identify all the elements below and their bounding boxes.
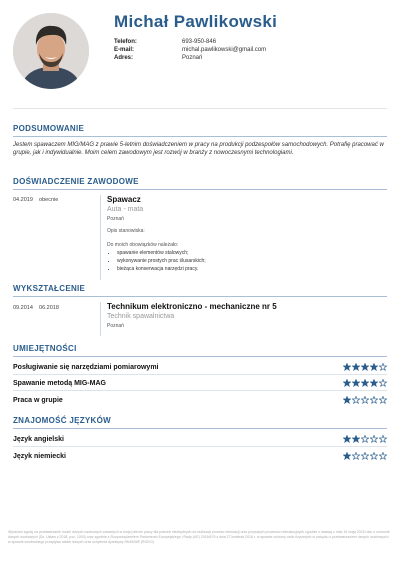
list-item: • spawanie elementów stalowych; bbox=[117, 249, 387, 257]
education-entry bbox=[107, 302, 387, 329]
profile-photo bbox=[13, 13, 89, 89]
job-title: Spawacz bbox=[107, 195, 141, 204]
language-name: Język angielski bbox=[13, 435, 64, 443]
star-filled-icon bbox=[370, 363, 378, 371]
star-empty-icon bbox=[361, 396, 369, 404]
language-row bbox=[13, 432, 387, 446]
contact-label: Adres: bbox=[114, 55, 134, 61]
star-empty-icon bbox=[370, 435, 378, 443]
star-empty-icon bbox=[361, 435, 369, 443]
star-filled-icon bbox=[352, 379, 360, 387]
contact-value: 693-950-846 bbox=[182, 39, 217, 45]
gdpr-clause: Wyrażam zgodę na przetwarzanie moich danych osobowych zawartych w mojej ofercie pracy dla potrzeb niezbędnych do realizacji procesu rekrutacji oraz przyszłych procesów rekrutacyjnych zgodnie z ustawą z dnia 10 maja 2018 roku o ochronie danych osobowych (Dz. Ustaw z 2018, poz. 1000) oraz zgodnie z Rozporządzeniem Parlamentu Europejskiego i Rady (UE) 2016/679 z dnia 27 kwietnia 2016 r. w sprawie ochrony osób fizycznych w związku z przetwarzaniem danych osobowych i w sprawie swobodnego przepływu takich danych oraz uchylenia dyrektywy 95/46/WE (RODO). bbox=[8, 530, 390, 544]
skill-name: Posługiwanie się narzędziami pomiarowymi bbox=[13, 363, 159, 371]
star-empty-icon bbox=[352, 396, 360, 404]
header-divider bbox=[13, 108, 387, 109]
section-underline bbox=[13, 356, 387, 357]
row-divider bbox=[13, 390, 387, 391]
timeline-rule bbox=[100, 302, 101, 336]
education-dates bbox=[13, 305, 59, 311]
list-item: • bieżąca konserwacja narzędzi pracy. bbox=[117, 265, 387, 273]
star-empty-icon bbox=[379, 363, 387, 371]
star-rating bbox=[343, 379, 387, 387]
experience-dates bbox=[13, 197, 58, 203]
date-end: 06.2018 bbox=[39, 305, 59, 311]
star-rating bbox=[343, 396, 387, 404]
star-empty-icon bbox=[370, 452, 378, 460]
section-title: ZNAJOMOŚĆ JĘZYKÓW bbox=[13, 416, 111, 425]
star-filled-icon bbox=[343, 363, 351, 371]
job-city: Poznań bbox=[107, 216, 124, 222]
experience-entry bbox=[107, 195, 387, 273]
star-empty-icon bbox=[379, 379, 387, 387]
contact-email bbox=[114, 46, 266, 54]
star-empty-icon bbox=[379, 435, 387, 443]
skill-name: Praca w grupie bbox=[13, 396, 63, 404]
skill-name: Spawanie metodą MIG-MAG bbox=[13, 379, 106, 387]
star-filled-icon bbox=[343, 452, 351, 460]
contact-value: michal.pawlikowski@gmail.com bbox=[182, 47, 267, 53]
profile-photo-illustration bbox=[13, 13, 89, 89]
language-row bbox=[13, 449, 387, 463]
date-start: 04.2019 bbox=[13, 197, 33, 203]
row-divider bbox=[13, 374, 387, 375]
date-end: obecnie bbox=[39, 197, 59, 203]
section-summary bbox=[13, 124, 387, 137]
section-underline bbox=[13, 296, 387, 297]
school-city: Poznań bbox=[107, 323, 124, 329]
star-filled-icon bbox=[370, 379, 378, 387]
star-rating bbox=[343, 435, 387, 443]
star-filled-icon bbox=[352, 435, 360, 443]
date-start: 09.2014 bbox=[13, 305, 33, 311]
section-title: DOŚWIADCZENIE ZAWODOWE bbox=[13, 177, 139, 186]
duties-list bbox=[117, 249, 387, 273]
contact-info bbox=[114, 38, 266, 62]
candidate-name: Michał Pawlikowski bbox=[114, 12, 278, 31]
summary-text: Jestem spawaczem MIG/MAG z prawie 5-letnim doświadczeniem w pracy na produkcji podzespołów samochodowych. Potrafię pracować w grupie, jak i indywidualnie. Moim celem zawodowym jest rozwój w branży z nowoczesnymi technologiami. bbox=[13, 142, 384, 156]
section-underline bbox=[13, 428, 387, 429]
section-experience bbox=[13, 177, 387, 190]
company-name: Auta - mata bbox=[107, 206, 144, 213]
contact-phone bbox=[114, 38, 266, 46]
field-of-study: Technik spawalnictwa bbox=[107, 313, 175, 320]
star-filled-icon bbox=[361, 379, 369, 387]
star-filled-icon bbox=[352, 363, 360, 371]
skill-row bbox=[13, 376, 387, 390]
star-rating bbox=[343, 363, 387, 371]
star-empty-icon bbox=[361, 452, 369, 460]
star-empty-icon bbox=[370, 396, 378, 404]
list-item: • wykonywanie prostych prac ślusarskich; bbox=[117, 257, 387, 265]
contact-label: E-mail: bbox=[114, 47, 135, 53]
row-divider bbox=[13, 446, 387, 447]
section-title: PODSUMOWANIE bbox=[13, 124, 85, 133]
section-title: UMIEJĘTNOŚCI bbox=[13, 344, 77, 353]
contact-value: Poznań bbox=[182, 55, 203, 61]
star-empty-icon bbox=[379, 452, 387, 460]
star-filled-icon bbox=[343, 396, 351, 404]
star-filled-icon bbox=[361, 363, 369, 371]
language-name: Język niemiecki bbox=[13, 452, 66, 460]
section-underline bbox=[13, 189, 387, 190]
contact-label: Telefon: bbox=[114, 39, 137, 45]
contact-address bbox=[114, 54, 266, 62]
section-skills bbox=[13, 344, 387, 357]
section-languages bbox=[13, 416, 387, 429]
star-filled-icon bbox=[343, 435, 351, 443]
star-filled-icon bbox=[343, 379, 351, 387]
timeline-rule bbox=[100, 195, 101, 280]
job-description-label: Opis stanowiska: bbox=[107, 228, 145, 234]
skill-row bbox=[13, 360, 387, 374]
school-name: Technikum elektroniczno - mechaniczne nr 5 bbox=[107, 302, 277, 311]
section-title: WYKSZTAŁCENIE bbox=[13, 284, 86, 293]
section-underline bbox=[13, 136, 387, 137]
star-empty-icon bbox=[352, 452, 360, 460]
skill-row bbox=[13, 393, 387, 407]
star-rating bbox=[343, 452, 387, 460]
duties-label: Do moich obowiązków należało: bbox=[107, 242, 179, 248]
section-education bbox=[13, 284, 387, 297]
star-empty-icon bbox=[379, 396, 387, 404]
